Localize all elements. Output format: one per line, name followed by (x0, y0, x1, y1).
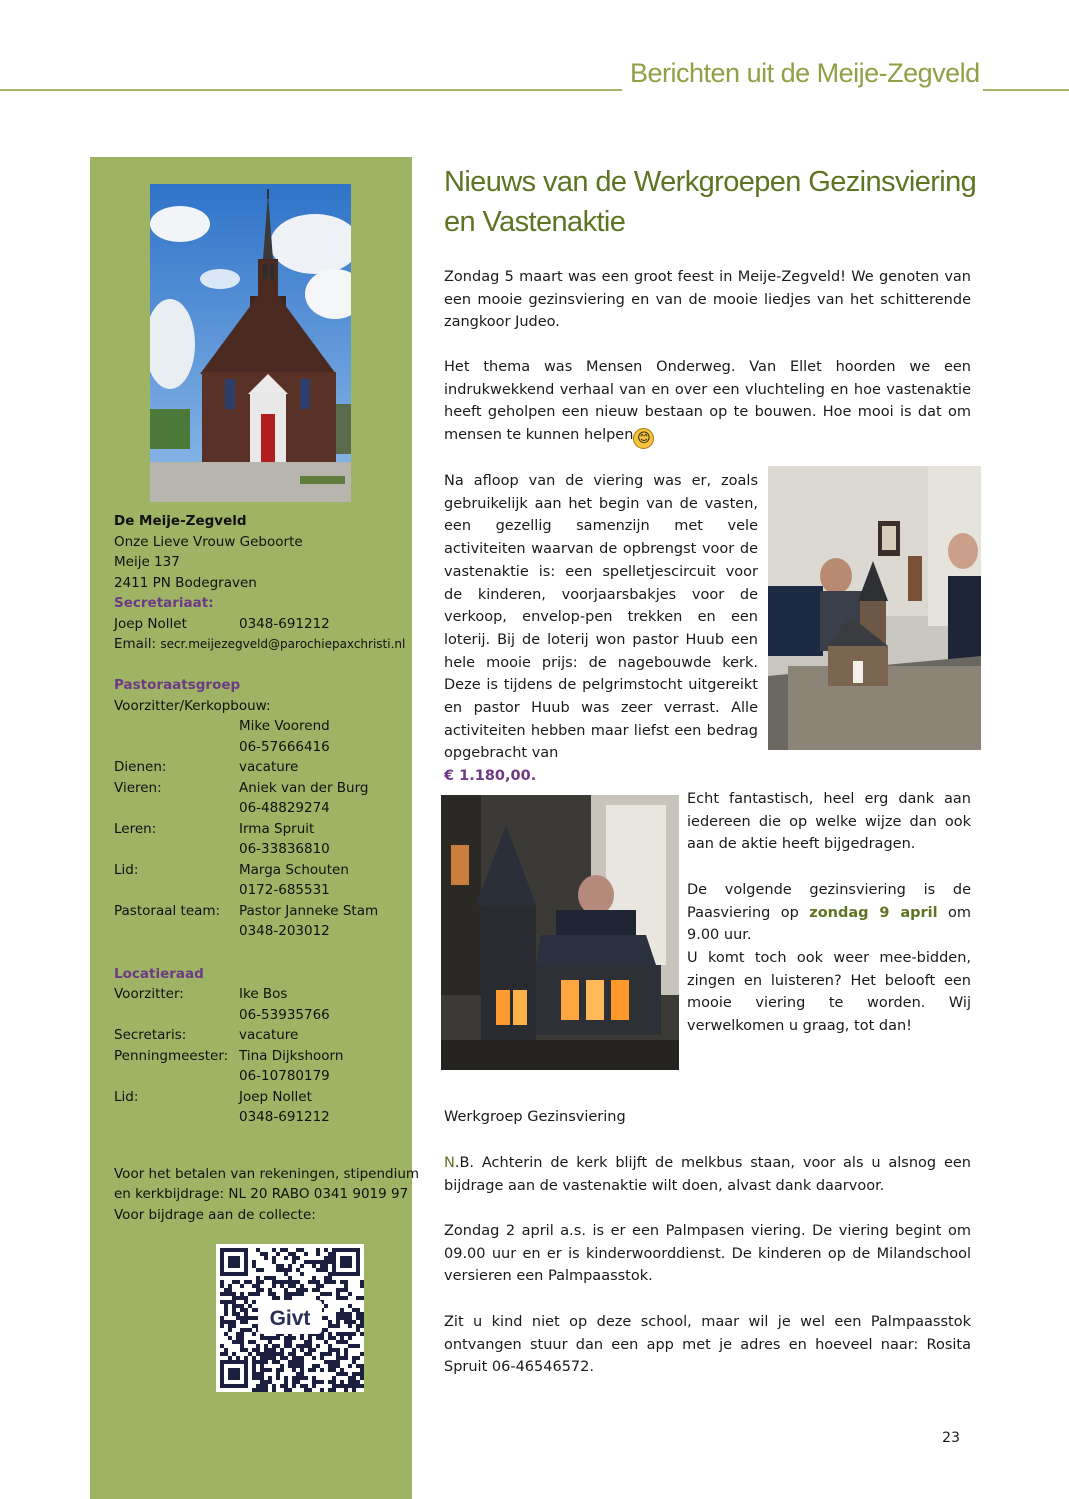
secretariaat-phone: 0348-691212 (239, 615, 330, 632)
role-name: Pastor Janneke Stam (239, 902, 379, 919)
role-label: Lid: (114, 1088, 139, 1105)
givt-qr-code[interactable] (216, 1244, 364, 1392)
article-title: Nieuws van de Werkgroepen Gezinsviering en Vastenaktie (444, 166, 977, 238)
email-label: Email: (114, 636, 157, 652)
lr-row-penningmeester (114, 1046, 414, 1067)
locatieraad-heading: Locatieraad (114, 965, 204, 982)
lr-row-lid-phone (114, 1107, 414, 1128)
church-photo (150, 184, 351, 502)
role-name: Irma Spruit (239, 820, 315, 837)
role-phone: 0348-691212 (239, 1109, 330, 1125)
paragraph-palmpasen: Zondag 2 april a.s. is er een Palmpasen viering. De viering begint om 09.00 uur en er is kinderwoorddienst. De kinderen op de Milandschool versieren een Palmpaasstok. (444, 1223, 971, 1285)
givt-logo: Givt (269, 1307, 311, 1330)
pg-row-team (114, 901, 414, 922)
theme-text: Het thema was Mensen Onderweg. Van Ellet hoorden we een indrukwekkend verhaal van en over een vluchteling en hoe vastenaktie heeft geholpen een nieuw bestaan op te bouwen. Hoe mooi is dat om mensen te kunnen helpen (444, 359, 971, 444)
lr-row-secretaris (114, 1025, 414, 1046)
email-address[interactable]: secr.meijezegveld@parochiepaxchristi.nl (160, 637, 406, 651)
role-name: vacature (239, 759, 299, 775)
pg-row-lid (114, 860, 414, 881)
payment-line-2: en kerkbijdrage: NL 20 RABO 0341 9019 97 (114, 1186, 409, 1202)
paragraph-activities (444, 470, 758, 788)
pg-row-vieren (114, 778, 414, 799)
pg-row-leren-phone (114, 839, 414, 860)
paragraph-theme (444, 356, 971, 449)
address-street: Meije 137 (114, 554, 180, 570)
lr-row-penningmeester-phone (114, 1066, 414, 1087)
paragraph-thanks: Echt fantastisch, heel erg dank aan iedereen die op welke wijze dan ook aan de aktie heeft bijgedragen. (687, 791, 971, 853)
role-label: Penningmeester: (114, 1047, 229, 1064)
paragraph-next-service (687, 879, 971, 947)
role-name: vacature (239, 1027, 299, 1043)
role-label: Lid: (114, 861, 139, 878)
chair-name: Mike Voorend (239, 718, 330, 734)
role-name: Ike Bos (239, 986, 288, 1002)
lr-row-lid (114, 1087, 414, 1108)
paragraph-palmpaasstok: Zit u kind niet op deze school, maar wil je wel een Palmpaasstok ontvangen stuur dan een app met je adres en hoeveel naar: Rosita Spruit 06-46546572. (444, 1314, 971, 1376)
paragraph-invitation: U komt toch ook weer mee-bidden, zingen en luisteren? Het belooft een mooie viering te worden. Wij verwelkomen u graag, tot dan! (687, 950, 971, 1035)
secretariaat-name: Joep Nollet (114, 615, 187, 632)
nb-prefix: N (444, 1155, 455, 1171)
role-phone: 06-10780179 (239, 1068, 330, 1084)
amount-raised: € 1.180,00. (444, 768, 537, 785)
lr-row-voorzitter-phone (114, 1005, 414, 1026)
next-service-text: De volgende gezinsviering is de Paasviering op (687, 882, 971, 921)
pg-row-vieren-phone (114, 798, 414, 819)
pg-row-leren (114, 819, 414, 840)
paragraph-intro: Zondag 5 maart was een groot feest in Meije-Zegveld! We genoten van een mooie gezinsviering en van de mooie liedjes van het schitterende zangkoor Judeo. (444, 269, 971, 331)
section-header-title: Berichten uit de Meije-Zegveld (630, 58, 980, 88)
next-service-time: om 9.00 uur. (687, 904, 971, 944)
address-city: 2411 PN Bodegraven (114, 574, 257, 591)
role-name: Marga Schouten (239, 861, 349, 878)
role-label: Voorzitter: (114, 986, 184, 1002)
chair-label: Voorzitter/Kerkopbouw: (114, 697, 271, 714)
chair-phone-row (114, 737, 414, 758)
role-label: Pastoraal team: (114, 902, 221, 919)
role-label: Vieren: (114, 779, 162, 796)
smiley-icon: 😊 (633, 428, 654, 449)
lr-row-voorzitter (114, 984, 414, 1005)
role-phone: 06-33836810 (239, 841, 330, 857)
location-name: De Meije-Zegveld (114, 513, 247, 529)
pg-row-team-phone (114, 921, 414, 942)
contact-details (114, 511, 420, 1225)
pg-row-lid-phone (114, 880, 414, 901)
signature: Werkgroep Gezinsviering (444, 1109, 626, 1125)
church-name: Onze Lieve Vrouw Geboorte (114, 533, 303, 550)
paragraph-nb (444, 1152, 971, 1197)
pastoraatsgroep-heading: Pastoraatsgroep (114, 677, 241, 693)
lottery-photo (768, 466, 981, 750)
role-phone: 06-48829274 (239, 800, 330, 816)
role-phone: 0348-203012 (239, 923, 330, 939)
role-phone: 0172-685531 (239, 882, 330, 898)
payment-line-1: Voor het betalen van rekeningen, stipendium (114, 1165, 420, 1182)
next-service-date: zondag 9 april (809, 904, 938, 921)
church-model-photo (441, 795, 679, 1070)
role-label: Secretaris: (114, 1027, 187, 1043)
role-name: Joep Nollet (239, 1088, 312, 1105)
secretariaat-row (114, 614, 414, 635)
role-phone: 06-53935766 (239, 1006, 330, 1023)
role-label: Dienen: (114, 759, 167, 775)
role-name: Aniek van der Burg (239, 779, 369, 796)
header-rule-left (0, 89, 622, 91)
activities-text: Na afloop van de viering was er, zoals gebruikelijk aan het begin van de vasten, een gezellig samenzijn met vele activiteiten waarvan de opbrengst voor de vastenaktie is: een spelletjescircuit voor de kinderen, voorjaarsbakjes voor de verkoop, envelop-pen trekken en een loterij. Bij de loterij won pastor Huub een hele mooie prijs: de nagebouwde kerk. Deze is tijdens de pelgrimstocht uitgereikt en pastor Huub was zeer verrast. Alle activiteiten hebben maar liefst een bedrag opgebracht van (444, 473, 758, 762)
collect-line: Voor bijdrage aan de collecte: (114, 1206, 316, 1223)
email-row (114, 634, 414, 655)
pg-row-dienen (114, 757, 414, 778)
secretariaat-heading: Secretariaat: (114, 595, 214, 611)
chair-name-row (114, 716, 414, 737)
page-number: 23 (942, 1430, 960, 1446)
role-label: Leren: (114, 820, 157, 837)
chair-phone: 06-57666416 (239, 738, 330, 755)
role-name: Tina Dijkshoorn (239, 1047, 344, 1064)
header-rule-right (983, 89, 1069, 91)
nb-text: .B. Achterin de kerk blijft de melkbus staan, voor als u alsnog een bijdrage aan de vastenaktie wilt doen, alvast dank daarvoor. (444, 1155, 971, 1194)
